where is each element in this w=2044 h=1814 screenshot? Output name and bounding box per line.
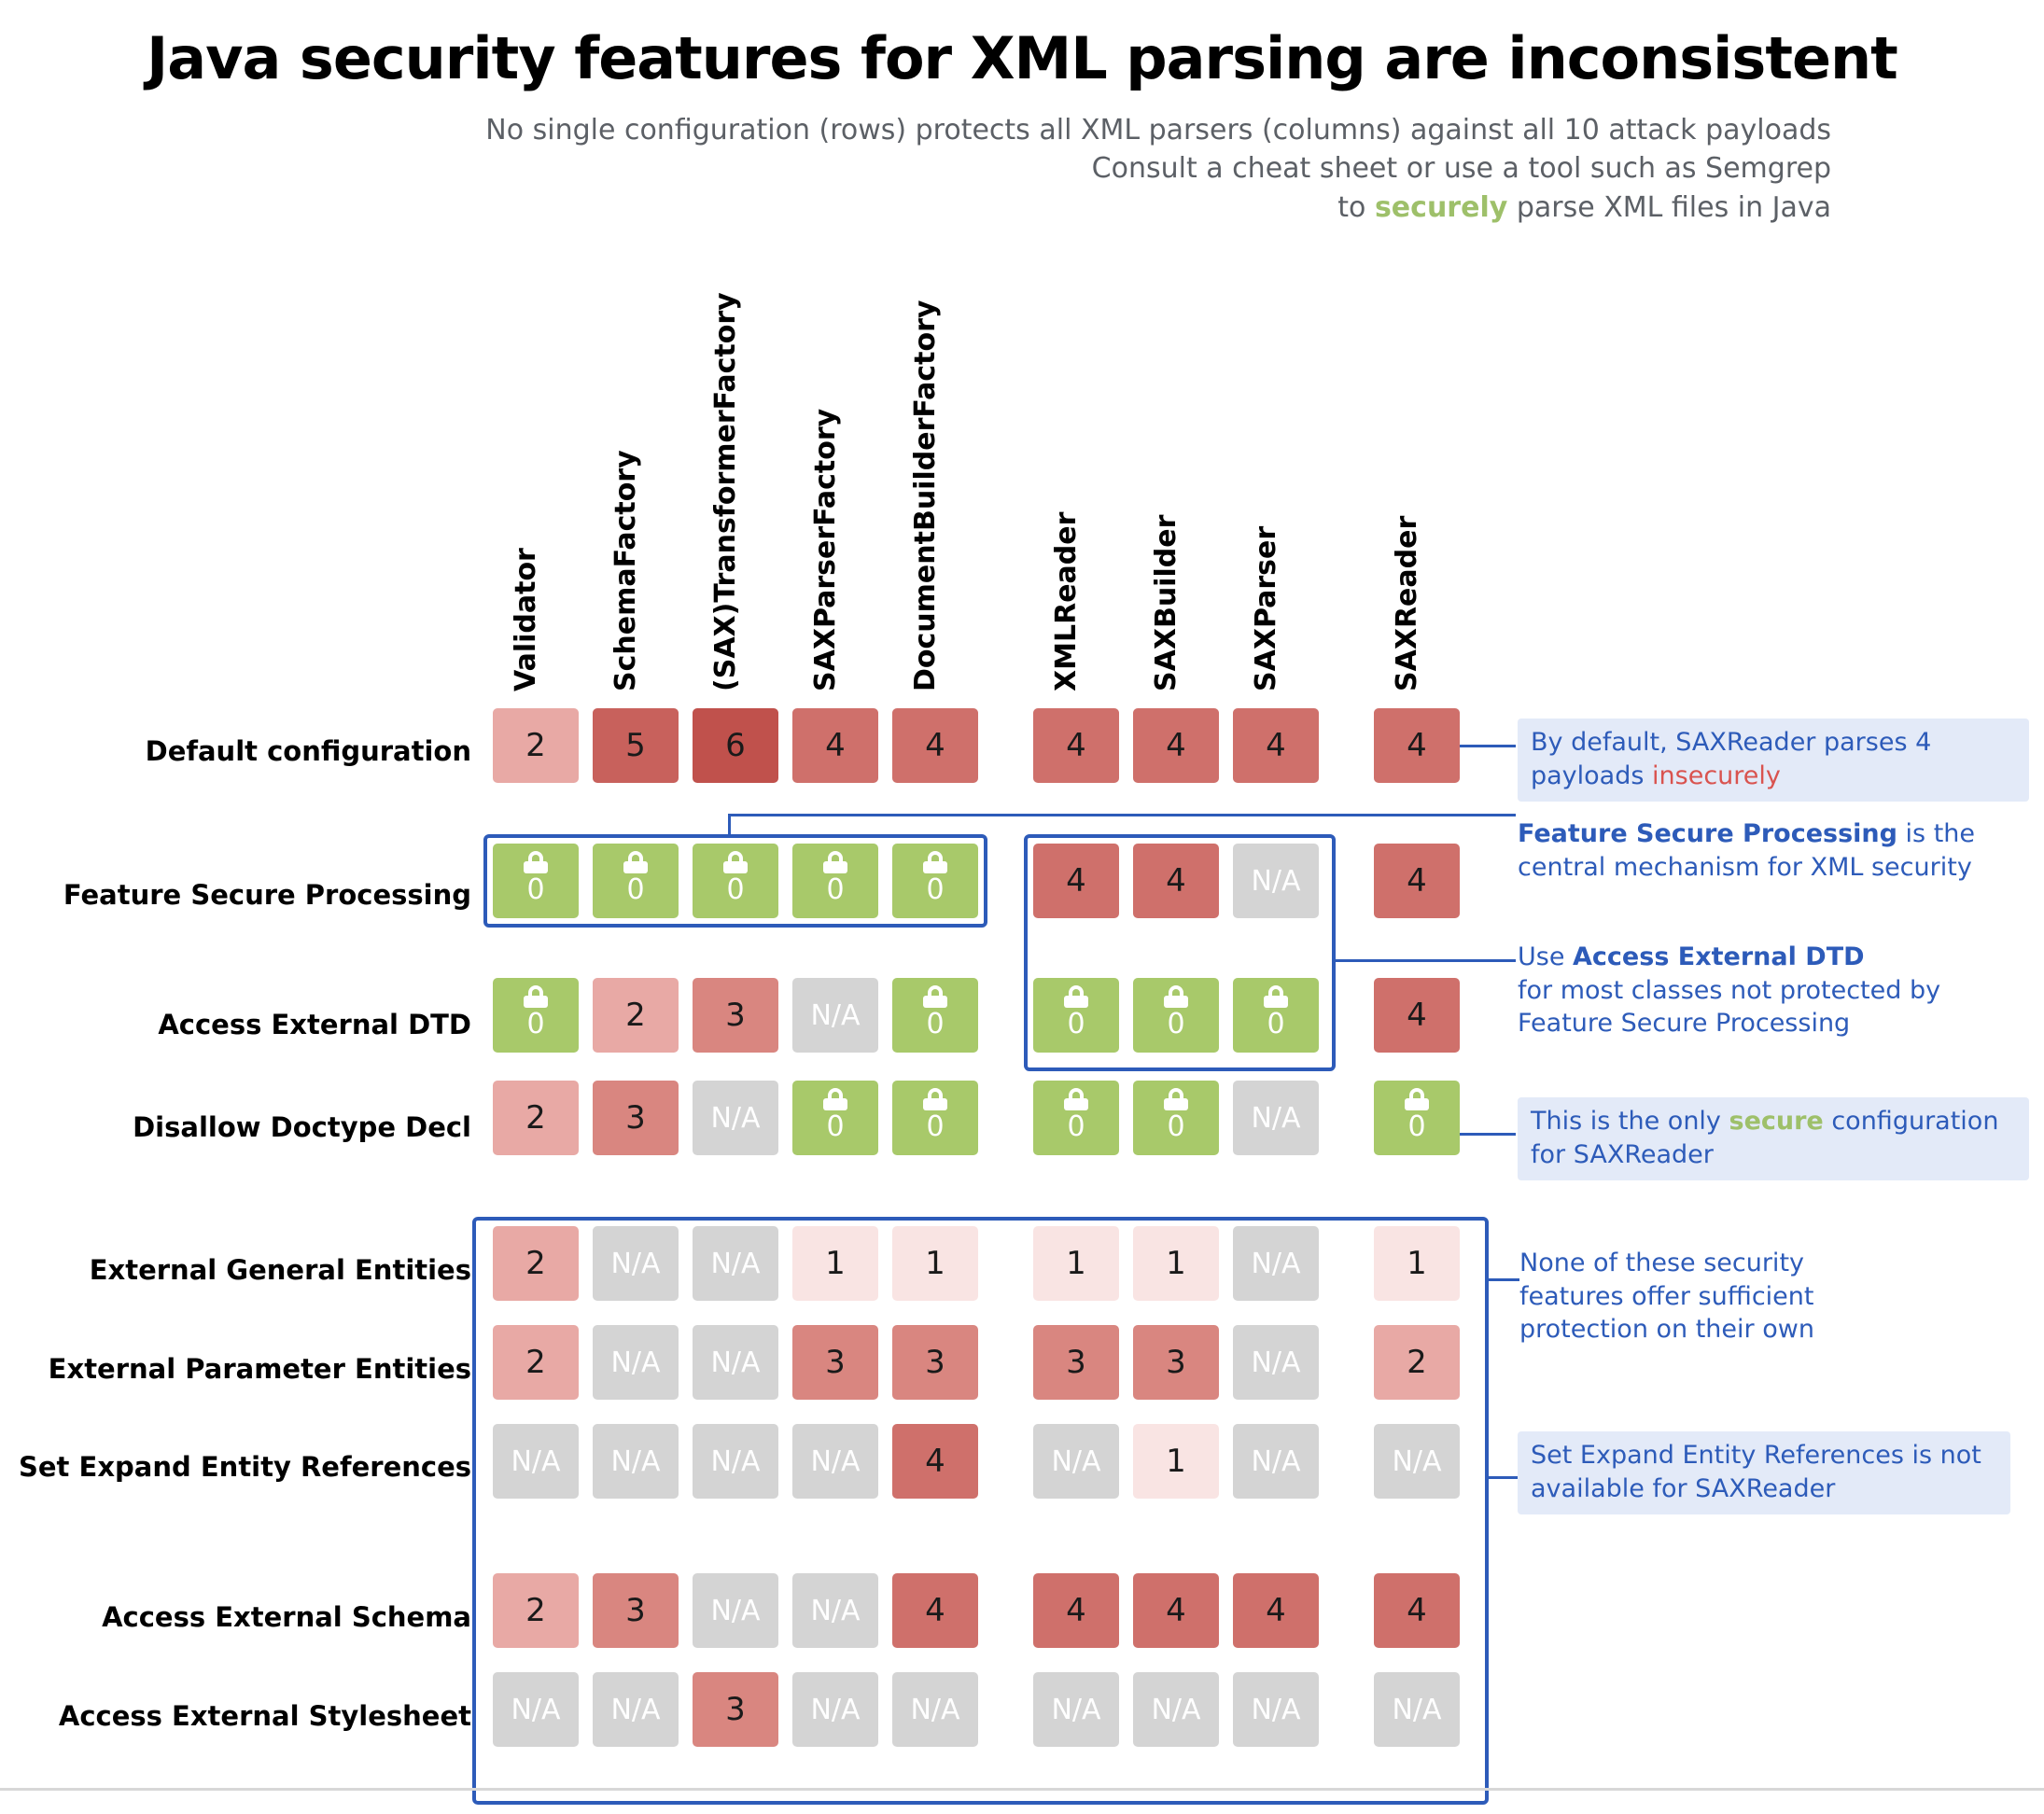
cell-r5-c4[interactable]: 3 [892, 1325, 978, 1400]
subtitle-line-2: Consult a cheat sheet or use a tool such as Semgrep [1091, 152, 1831, 186]
column-header-saxparser: SAXParser [1250, 525, 1282, 691]
cell-r0-c5[interactable]: 4 [1033, 708, 1119, 783]
cell-r6-c7[interactable]: N/A [1233, 1424, 1319, 1499]
cell-r5-c3[interactable]: 3 [792, 1325, 878, 1400]
lock-icon [524, 985, 548, 1008]
cell-value: 0 [826, 1110, 845, 1143]
cell-r6-c5[interactable]: N/A [1033, 1424, 1119, 1499]
cell-r8-c5[interactable]: N/A [1033, 1672, 1119, 1747]
cell-r0-c3[interactable]: 4 [792, 708, 878, 783]
cell-value: 0 [926, 873, 945, 906]
cell-r3-c0[interactable]: 2 [493, 1081, 579, 1155]
cell-r7-c3[interactable]: N/A [792, 1573, 878, 1648]
cell-r7-c8[interactable]: 4 [1374, 1573, 1460, 1648]
cell-r0-c7[interactable]: 4 [1233, 708, 1319, 783]
column-header-saxreader: SAXReader [1391, 515, 1423, 691]
cell-value: 0 [1067, 1008, 1085, 1040]
cell-r5-c2[interactable]: N/A [693, 1325, 778, 1400]
column-header-saxbuilder: SAXBuilder [1150, 514, 1183, 691]
cell-r2-c2[interactable]: 3 [693, 978, 778, 1053]
cell-r7-c6[interactable]: 4 [1133, 1573, 1219, 1648]
cell-r7-c5[interactable]: 4 [1033, 1573, 1119, 1648]
cell-r0-c0[interactable]: 2 [493, 708, 579, 783]
cell-r4-c0[interactable]: 2 [493, 1226, 579, 1301]
cell-r3-c7[interactable]: N/A [1233, 1081, 1319, 1155]
lock-icon [923, 985, 947, 1008]
lock-icon [823, 1088, 847, 1110]
cell-value: 0 [926, 1008, 945, 1040]
cell-r4-c7[interactable]: N/A [1233, 1226, 1319, 1301]
cell-r3-c1[interactable]: 3 [593, 1081, 679, 1155]
cell-r4-c6[interactable]: 1 [1133, 1226, 1219, 1301]
annotation-default-pre: By default, SAXReader parses 4 payloads [1531, 728, 1932, 790]
cell-r7-c1[interactable]: 3 [593, 1573, 679, 1648]
cell-r5-c6[interactable]: 3 [1133, 1325, 1219, 1400]
leader-aed [1334, 959, 1516, 962]
leader-expand-entity [1488, 1476, 1519, 1479]
cell-r7-c2[interactable]: N/A [693, 1573, 778, 1648]
annotation-access-external-dtd [1518, 941, 2022, 1040]
annotation-aed-bold: Access External DTD [1573, 942, 1865, 971]
leader-default-config [1460, 745, 1516, 747]
cell-r6-c2[interactable]: N/A [693, 1424, 778, 1499]
cell-r4-c4[interactable]: 1 [892, 1226, 978, 1301]
annotation-expand-post: for SAXReader [1652, 1473, 1836, 1503]
cell-r6-c3[interactable]: N/A [792, 1424, 878, 1499]
cell-r4-c5[interactable]: 1 [1033, 1226, 1119, 1301]
cell-value: 0 [526, 1008, 545, 1040]
column-header-saxparserfactory: SAXParserFactory [809, 408, 842, 691]
subtitle-highlight: securely [1374, 190, 1508, 224]
cell-r4-c2[interactable]: N/A [693, 1226, 778, 1301]
cell-r5-c0[interactable]: 2 [493, 1325, 579, 1400]
cell-r1-c6[interactable]: 4 [1133, 844, 1219, 918]
cell-r0-c1[interactable]: 5 [593, 708, 679, 783]
cell-r0-c8[interactable]: 4 [1374, 708, 1460, 783]
cell-r0-c4[interactable]: 4 [892, 708, 978, 783]
outline-insufficient-features [472, 1217, 1489, 1805]
cell-value: 0 [826, 873, 845, 906]
cell-r3-c6[interactable] [1133, 1081, 1219, 1155]
cell-value: 0 [1167, 1008, 1185, 1040]
column-header-documentbuilderfactory: DocumentBuilderFactory [909, 300, 942, 691]
cell-r6-c4[interactable]: 4 [892, 1424, 978, 1499]
annotation-fsp-bold: Feature Secure Processing [1518, 819, 1897, 848]
subtitle-pre: to [1337, 190, 1375, 224]
cell-value: 0 [526, 873, 545, 906]
cell-r5-c7[interactable]: N/A [1233, 1325, 1319, 1400]
annotation-feature-secure-processing [1518, 817, 2040, 884]
cell-r8-c7[interactable]: N/A [1233, 1672, 1319, 1747]
cell-r7-c4[interactable]: 4 [892, 1573, 978, 1648]
annotation-aed-pre: Use [1518, 942, 1574, 971]
annotation-fsp-rest: is the central mechanism for XML security [1518, 819, 1976, 882]
annotation-default-highlight: insecurely [1652, 760, 1781, 790]
leader-doctype [1460, 1133, 1516, 1136]
annotation-doctype-pre: This is the only [1531, 1107, 1729, 1136]
cell-value: 0 [726, 873, 745, 906]
annotation-default-configuration [1518, 719, 2029, 802]
heatmap-grid [0, 24, 2044, 1814]
cell-r8-c1[interactable]: N/A [593, 1672, 679, 1747]
row-label-disallow-doctype-decl: Disallow Doctype Decl [133, 1111, 471, 1143]
cell-r5-c5[interactable]: 3 [1033, 1325, 1119, 1400]
cell-r6-c8[interactable]: N/A [1374, 1424, 1460, 1499]
cell-r2-c3[interactable]: N/A [792, 978, 878, 1053]
cell-r1-c5[interactable]: 4 [1033, 844, 1119, 918]
row-label-external-parameter-entities: External Parameter Entities [48, 1353, 471, 1385]
cell-r0-c6[interactable]: 4 [1133, 708, 1219, 783]
column-header-validator: Validator [510, 548, 542, 691]
cell-r1-c7[interactable]: N/A [1233, 844, 1319, 918]
leader-fsp-horizontal [728, 814, 1516, 816]
cell-value: 0 [1167, 1110, 1185, 1143]
cell-r4-c1[interactable]: N/A [593, 1226, 679, 1301]
row-label-set-expand-entity-references: Set Expand Entity References [19, 1451, 471, 1483]
cell-r2-c0[interactable] [493, 978, 579, 1053]
cell-r3-c3[interactable] [792, 1081, 878, 1155]
cell-r3-c2[interactable]: N/A [693, 1081, 778, 1155]
outline-aed-protected [1024, 834, 1336, 1071]
cell-r3-c5[interactable] [1033, 1081, 1119, 1155]
row-label-default-configuration: Default configuration [145, 735, 471, 767]
row-label-access-external-dtd: Access External DTD [158, 1009, 471, 1040]
lock-icon [923, 1088, 947, 1110]
cell-r6-c1[interactable]: N/A [593, 1424, 679, 1499]
cell-r8-c4[interactable]: N/A [892, 1672, 978, 1747]
lock-icon [1164, 1088, 1188, 1110]
leader-fsp-vertical [728, 814, 731, 836]
subtitle-post: parse XML files in Java [1507, 190, 1831, 224]
row-label-feature-secure-processing: Feature Secure Processing [63, 879, 471, 911]
annotation-aed-rest: for most classes not protected by Feature Secure Processing [1518, 975, 1941, 1039]
row-label-access-external-schema: Access External Schema [102, 1601, 471, 1633]
cell-r2-c4[interactable] [892, 978, 978, 1053]
cell-r3-c4[interactable] [892, 1081, 978, 1155]
leader-insufficient [1488, 1278, 1519, 1281]
annotation-expand-pre: Set Expand Entity References is not available [1531, 1441, 1981, 1503]
cell-value: 0 [1267, 1008, 1285, 1040]
cell-r1-c8[interactable]: 4 [1374, 844, 1460, 918]
cell-r0-c2[interactable]: 6 [693, 708, 778, 783]
lock-icon [1064, 1088, 1088, 1110]
column-header-transformerfactory: (SAX)TransformerFactory [709, 292, 742, 691]
subtitle-line-1: No single configuration (rows) protects all XML parsers (columns) against all 10 attack payloads [485, 114, 1831, 147]
annotation-doctype-post: configuration for SAXReader [1531, 1107, 1999, 1169]
annotation-expand-entity-references [1518, 1431, 2010, 1514]
cell-value: 0 [626, 873, 645, 906]
outline-fsp-protected [483, 834, 987, 928]
cell-r4-c3[interactable]: 1 [792, 1226, 878, 1301]
cell-r7-c7[interactable]: 4 [1233, 1573, 1319, 1648]
page-title: Java security features for XML parsing are inconsistent [147, 24, 1897, 92]
cell-r5-c1[interactable]: N/A [593, 1325, 679, 1400]
cell-r2-c8[interactable]: 4 [1374, 978, 1460, 1053]
row-label-access-external-stylesheet: Access External Stylesheet [58, 1700, 471, 1732]
cell-r3-c8[interactable] [1374, 1081, 1460, 1155]
cell-r5-c8[interactable]: 2 [1374, 1325, 1460, 1400]
annotation-insufficient-protection: None of these security features offer sufficient protection on their own [1519, 1249, 1814, 1345]
lock-icon [1405, 1088, 1429, 1110]
cell-r8-c0[interactable]: N/A [493, 1672, 579, 1747]
cell-r8-c3[interactable]: N/A [792, 1672, 878, 1747]
column-header-xmlreader: XMLReader [1050, 511, 1083, 691]
cell-r2-c1[interactable]: 2 [593, 978, 679, 1053]
cell-r8-c8[interactable]: N/A [1374, 1672, 1460, 1747]
cell-value: 0 [1067, 1110, 1085, 1143]
cell-value: 0 [926, 1110, 945, 1143]
cell-r8-c6[interactable]: N/A [1133, 1672, 1219, 1747]
cell-r6-c0[interactable]: N/A [493, 1424, 579, 1499]
cell-r7-c0[interactable]: 2 [493, 1573, 579, 1648]
cell-r6-c6[interactable]: 1 [1133, 1424, 1219, 1499]
column-header-schemafactory: SchemaFactory [609, 450, 642, 691]
annotation-disallow-doctype [1518, 1097, 2029, 1180]
cell-r4-c8[interactable]: 1 [1374, 1226, 1460, 1301]
annotation-doctype-highlight: secure [1729, 1107, 1824, 1136]
cell-value: 0 [1407, 1110, 1426, 1143]
row-label-external-general-entities: External General Entities [89, 1254, 471, 1286]
cell-r8-c2[interactable]: 3 [693, 1672, 778, 1747]
